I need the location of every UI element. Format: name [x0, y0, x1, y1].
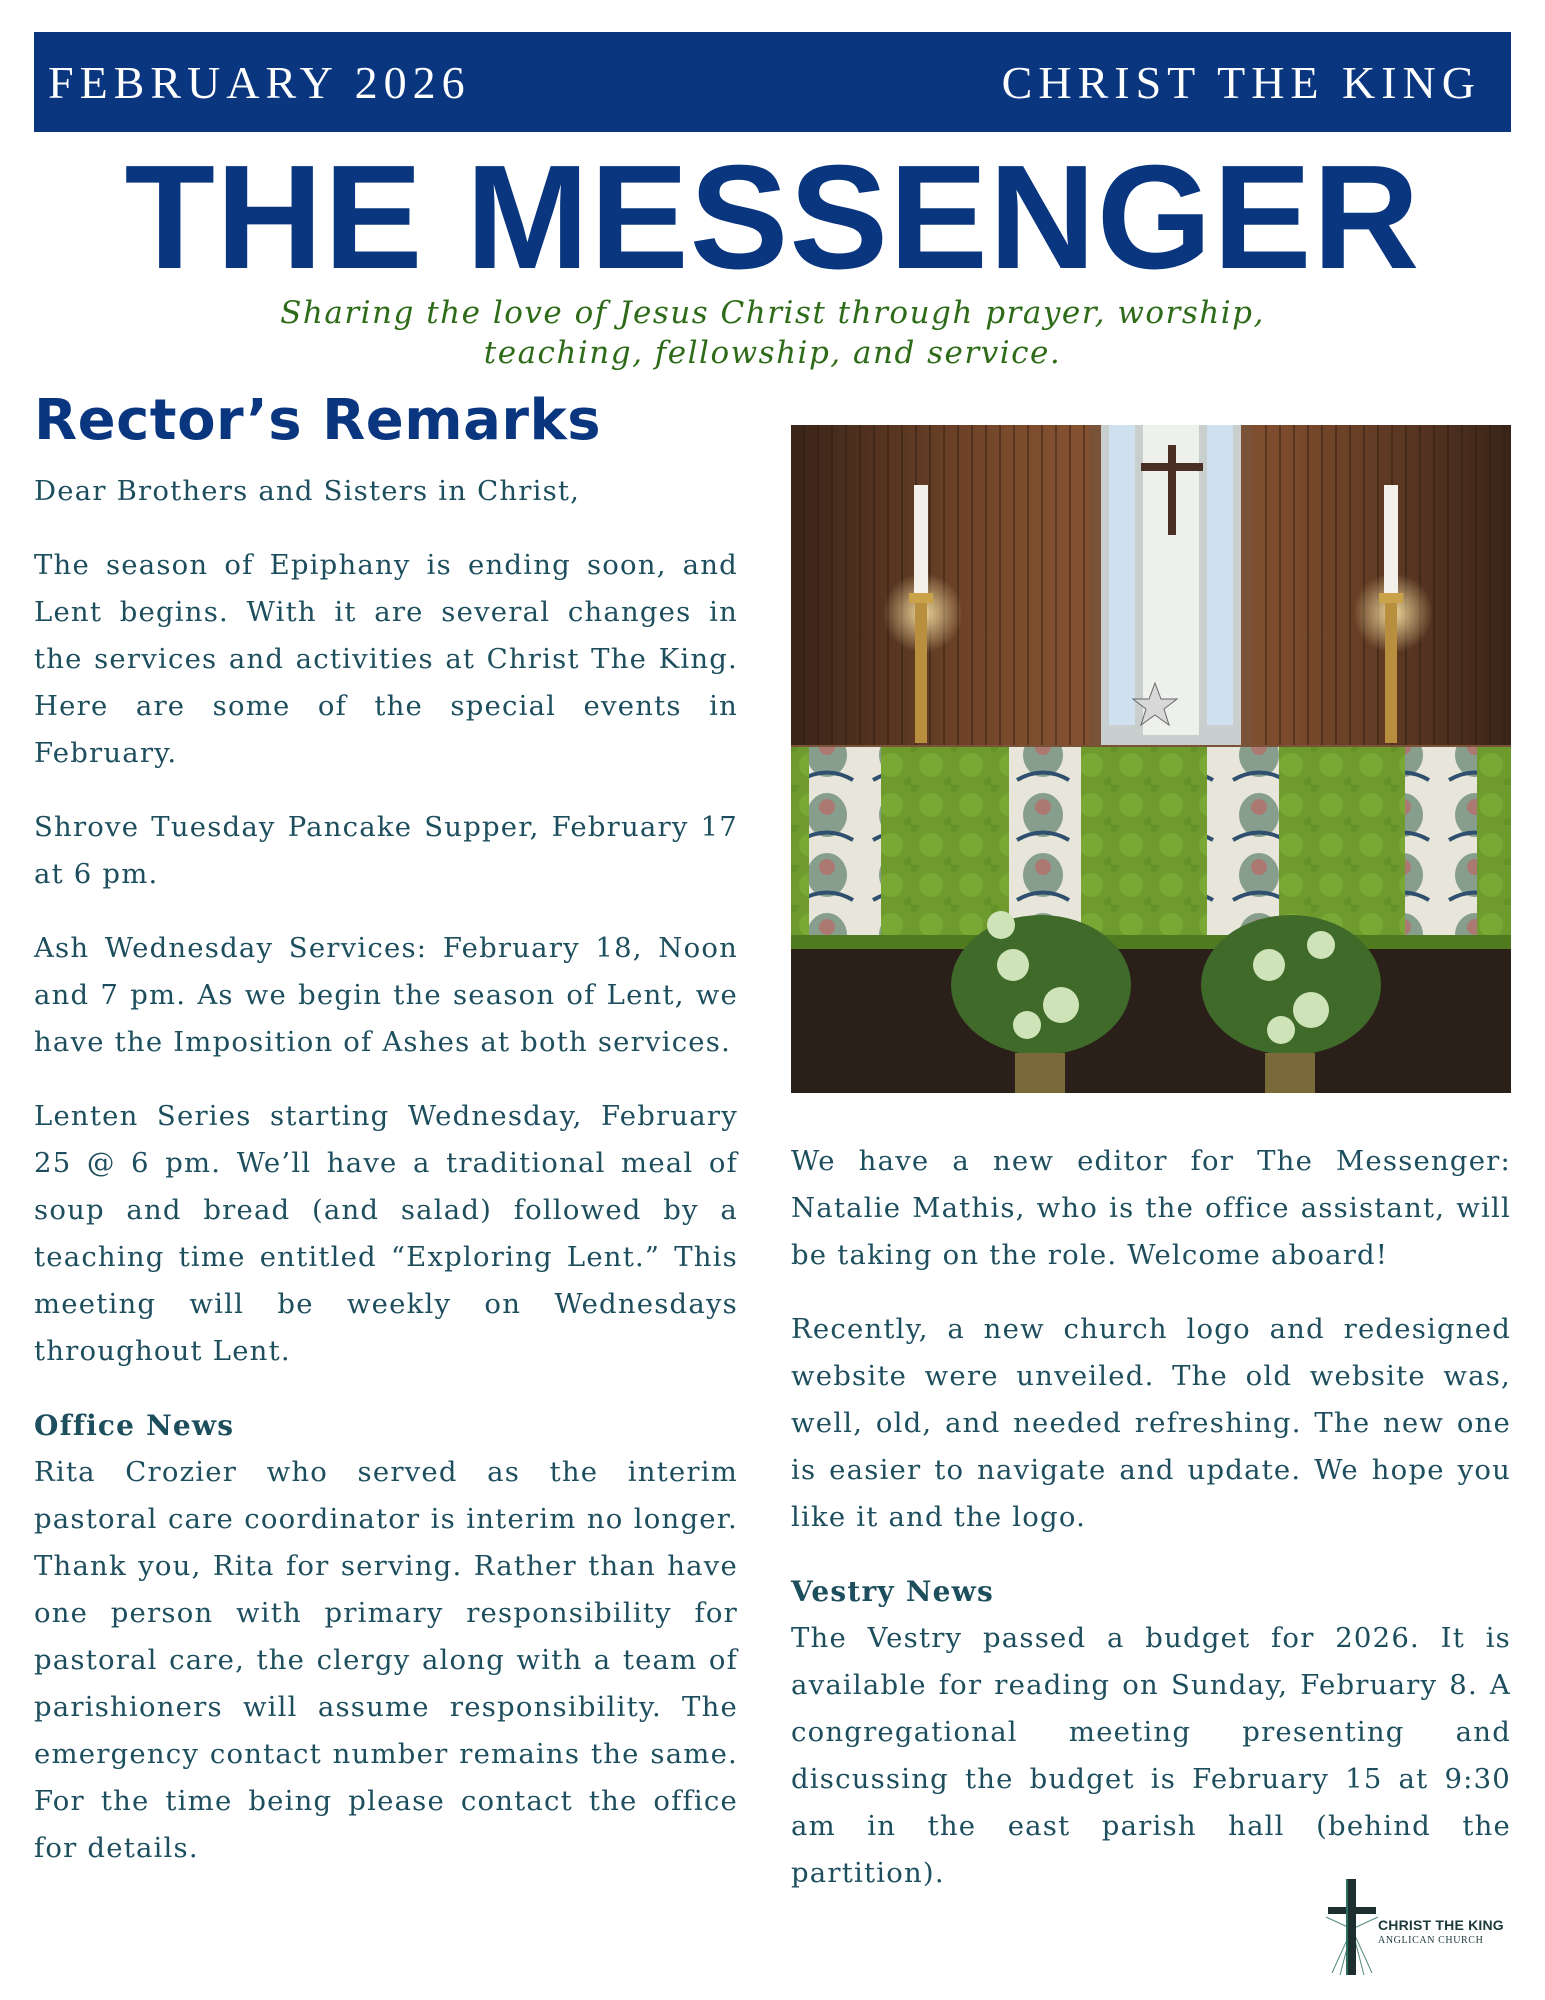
church-name: CHRIST THE KING: [1001, 56, 1481, 108]
left-column: [34, 468, 738, 1899]
lenten-series-paragraph: Lenten Series starting Wednesday, February 25 @ 6 pm. We’ll have a traditional meal of soup and bread (and salad) followed by a teaching time entitled “Exploring Lent.” This meeting will be weekly on Wednesdays throughout Lent.: [34, 1100, 738, 1367]
office-news-heading: Office News: [34, 1409, 235, 1442]
salutation: Dear Brothers and Sisters in Christ,: [34, 475, 581, 507]
website-paragraph: Recently, a new church logo and redesigned website were unveiled. The old website was, well, old, and needed refreshing. The new one is easier to navigate and update. We hope you like it and the logo.: [791, 1313, 1511, 1533]
vestry-news-body: The Vestry passed a budget for 2026. It is available for reading on Sunday, February 8. A congregational meeting presenting and discussing the budget is February 15 at 9:30 am in the east parish hall (behind the partition).: [791, 1622, 1511, 1889]
shrove-tuesday-paragraph: Shrove Tuesday Pancake Supper, February 17 at 6 pm.: [34, 811, 738, 890]
tagline: Sharing the love of Jesus Christ through prayer, worship, teaching, fellowship, and service.: [280, 295, 1265, 371]
ash-wednesday-paragraph: Ash Wednesday Services: February 18, Noon and 7 pm. As we begin the season of Lent, we have the Imposition of Ashes at both services.: [34, 932, 738, 1058]
logo-subtitle: ANGLICAN CHURCH: [1378, 1935, 1484, 1946]
vestry-news-heading: Vestry News: [791, 1575, 994, 1608]
new-editor-paragraph: We have a new editor for The Messenger: Natalie Mathis, who is the office assistant, will be taking on the role. Welcome aboard!: [791, 1145, 1511, 1271]
altar-photo: [791, 425, 1511, 1093]
office-news-body: Rita Crozier who served as the interim pastoral care coordinator is interim no longer. Thank you, Rita for serving. Rather than have one person with primary responsibility for pastoral care, the clergy along with a team of parishioners will assume responsibility. The emergency contact number remains the same. For the time being please contact the office for details.: [34, 1456, 738, 1864]
cross-icon: [1324, 1877, 1380, 1977]
church-logo: [1324, 1877, 1514, 1977]
epiphany-paragraph: The season of Epiphany is ending soon, and Lent begins. With it are several changes in the services and activities at Christ The King. Here are some of the special events in February.: [34, 549, 738, 769]
issue-date: FEBRUARY 2026: [48, 56, 471, 108]
right-column: [791, 1138, 1511, 1924]
altar-illustration: [791, 425, 1511, 1093]
header-banner: [34, 32, 1511, 132]
logo-church-name: CHRIST THE KING: [1378, 1917, 1504, 1933]
rector-remarks-heading: Rector’s Remarks: [34, 388, 602, 453]
newsletter-title: THE MESSENGER: [124, 135, 1421, 300]
